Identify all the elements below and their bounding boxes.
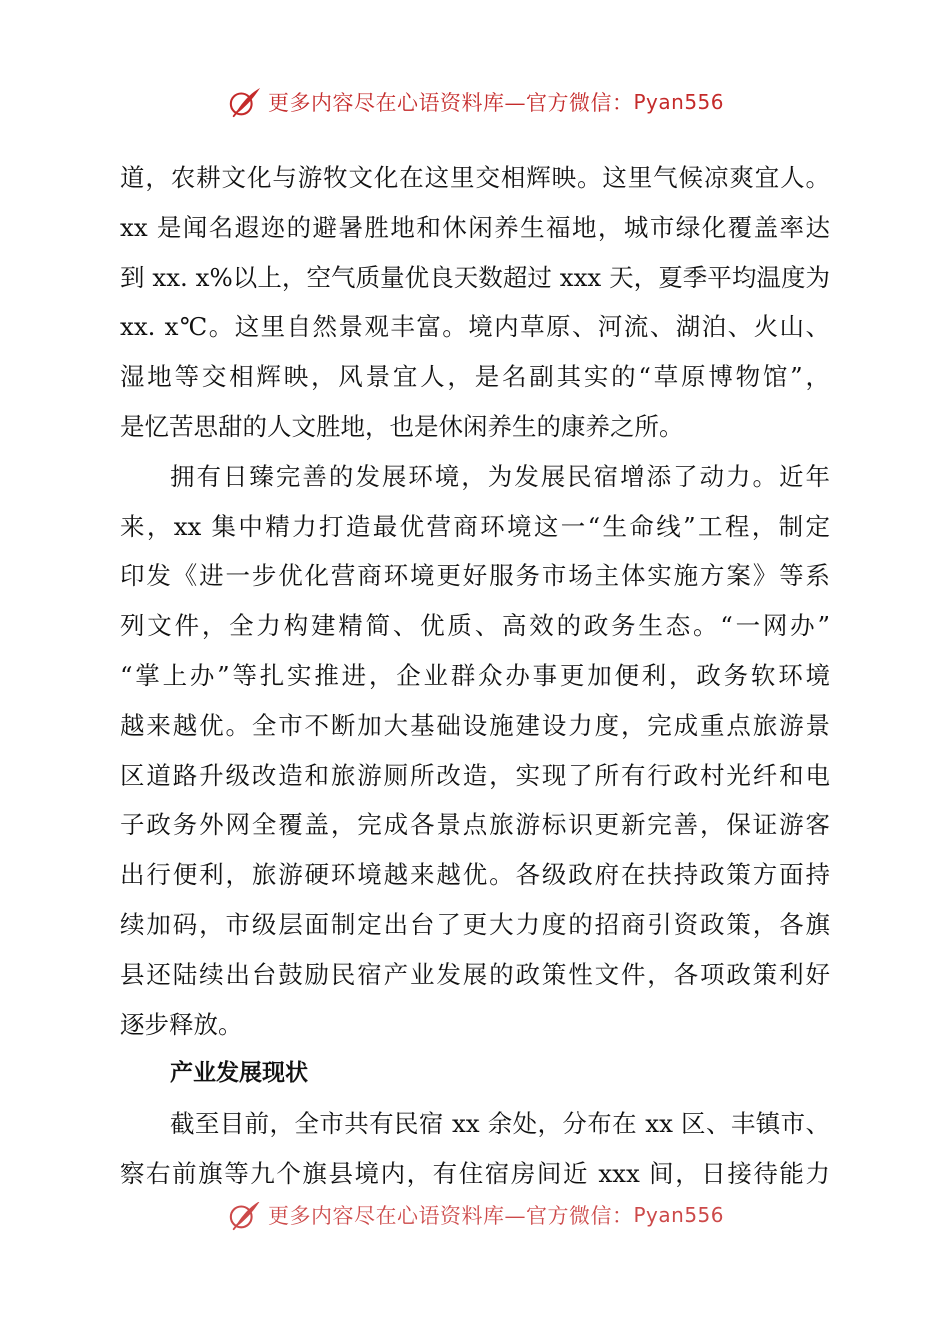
footer-banner-text: 更多内容尽在心语资料库—官方微信： (267, 1204, 634, 1228)
text-line: 列文件，全力构建精简、优质、高效的政务生态。“一网办” (120, 611, 830, 641)
text-line: “掌上办”等扎实推进，企业群众办事更加便利，政务软环境 (120, 660, 830, 690)
text-line: 来，xx 集中精力打造最优营商环境这一“生命线”工程，制定 (120, 511, 830, 541)
section-heading: 产业发展现状 (170, 1060, 308, 1087)
paragraph-3 (120, 1099, 830, 1199)
feather-pen-logo-icon (226, 85, 264, 119)
text-line: 逐步释放。 (120, 1009, 243, 1039)
header-banner-wechat-id: Pyan556 (633, 90, 724, 114)
feather-pen-logo-icon (226, 1202, 264, 1232)
text-line: 是忆苦思甜的人文胜地，也是休闲养生的康养之所。 (120, 411, 684, 441)
text-line: xx 是闻名遐迩的避暑胜地和休闲养生福地，城市绿化覆盖率达 (120, 212, 830, 242)
header-watermark-banner (0, 82, 950, 122)
text-line: 到 xx. x%以上，空气质量优良天数超过 xxx 天，夏季平均温度为 (120, 262, 830, 292)
document-body (120, 153, 830, 1199)
paragraph-2 (120, 452, 830, 1050)
text-line: 区道路升级改造和旅游厕所改造，实现了所有行政村光纤和电 (120, 760, 830, 790)
text-line: 拥有日臻完善的发展环境，为发展民宿增添了动力。近年 (170, 461, 830, 491)
text-line: 察右前旗等九个旗县境内，有住宿房间近 xxx 间，日接待能力 (120, 1158, 830, 1188)
text-line: 县还陆续出台鼓励民宿产业发展的政策性文件，各项政策利好 (120, 959, 830, 989)
text-line: 截至目前，全市共有民宿 xx 余处，分布在 xx 区、丰镇市、 (170, 1109, 830, 1139)
footer-watermark-banner (0, 1202, 950, 1238)
text-line: 子政务外网全覆盖，完成各景点旅游标识更新完善，保证游客 (120, 810, 830, 840)
text-line: 印发《进一步优化营商环境更好服务市场主体实施方案》等系 (120, 561, 830, 591)
paragraph-1 (120, 153, 830, 452)
text-line: xx. x℃。这里自然景观丰富。境内草原、河流、湖泊、火山、 (120, 312, 830, 342)
text-line: 续加码，市级层面制定出台了更大力度的招商引资政策，各旗 (120, 909, 830, 939)
text-line: 湿地等交相辉映，风景宜人，是名副其实的“草原博物馆”， (120, 362, 830, 392)
header-banner-text: 更多内容尽在心语资料库—官方微信： (267, 91, 634, 115)
text-line: 出行便利，旅游硬环境越来越优。各级政府在扶持政策方面持 (120, 860, 830, 890)
footer-banner-wechat-id: Pyan556 (633, 1203, 724, 1227)
text-line: 道，农耕文化与游牧文化在这里交相辉映。这里气候凉爽宜人。 (120, 163, 830, 192)
text-line: 越来越优。全市不断加大基础设施建设力度，完成重点旅游景 (120, 710, 830, 740)
